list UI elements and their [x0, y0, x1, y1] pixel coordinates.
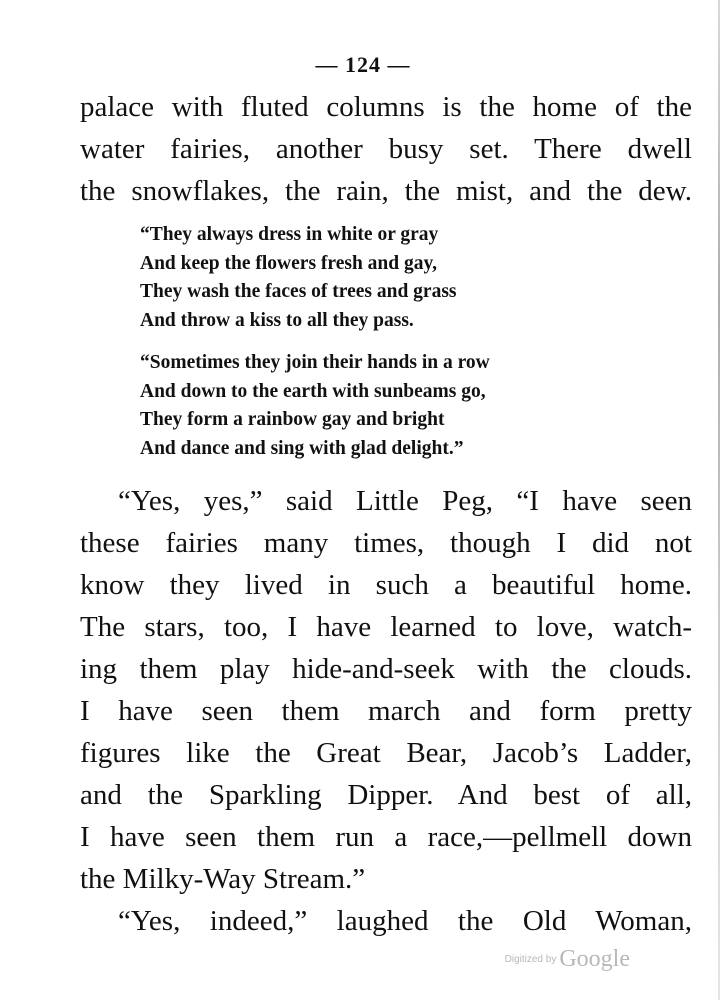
- poem-line: They form a rainbow gay and bright: [140, 409, 445, 430]
- digitized-watermark: [505, 946, 630, 973]
- text-line: “Yes, yes,” said Little Peg, “I have seen: [118, 485, 692, 517]
- text-line: “Yes, indeed,” laughed the Old Woman,: [118, 905, 692, 937]
- text-line: palace with fluted columns is the home of the: [80, 91, 692, 123]
- text-line: figures like the Great Bear, Jacob’s Ladder,: [80, 737, 692, 769]
- watermark-prefix: Digitized by: [504, 954, 557, 965]
- text-line: and the Sparkling Dipper. And best of all,: [80, 779, 692, 811]
- text-line: these fairies many times, though I did not: [80, 527, 692, 559]
- text-line: know they lived in such a beautiful home.: [80, 569, 692, 601]
- page-edge-shadow: [718, 0, 720, 1000]
- text-line: ing them play hide-and-seek with the clouds.: [80, 653, 692, 685]
- watermark-brand: Google: [559, 946, 630, 972]
- poem-line: And throw a kiss to all they pass.: [140, 309, 414, 331]
- poem-line: They wash the faces of trees and grass: [140, 281, 457, 302]
- page-number: — 124 —: [315, 52, 411, 77]
- text-line: I have seen them run a race,—pellmell down: [80, 821, 692, 853]
- text-line: the snowflakes, the rain, the mist, and the dew.: [80, 175, 692, 207]
- poem-stanza-1: [140, 221, 457, 335]
- prose-block-top: [80, 86, 692, 212]
- poem-line: And down to the earth with sunbeams go,: [140, 380, 486, 402]
- text-line: water fairies, another busy set. There dwell: [80, 133, 692, 165]
- poem-line: And keep the flowers fresh and gay,: [140, 252, 438, 274]
- text-line: I have seen them march and form pretty: [80, 695, 692, 727]
- poem-line: And dance and sing with glad delight.”: [140, 437, 464, 459]
- poem-line: “They always dress in white or gray: [140, 224, 439, 245]
- poem-line: “Sometimes they join their hands in a row: [140, 352, 490, 373]
- prose-block-bottom: [80, 480, 692, 942]
- poem-stanza-2: [140, 349, 490, 463]
- text-line: the Milky-Way Stream.”: [80, 863, 366, 895]
- text-line: The stars, too, I have learned to love, watch-: [80, 611, 692, 643]
